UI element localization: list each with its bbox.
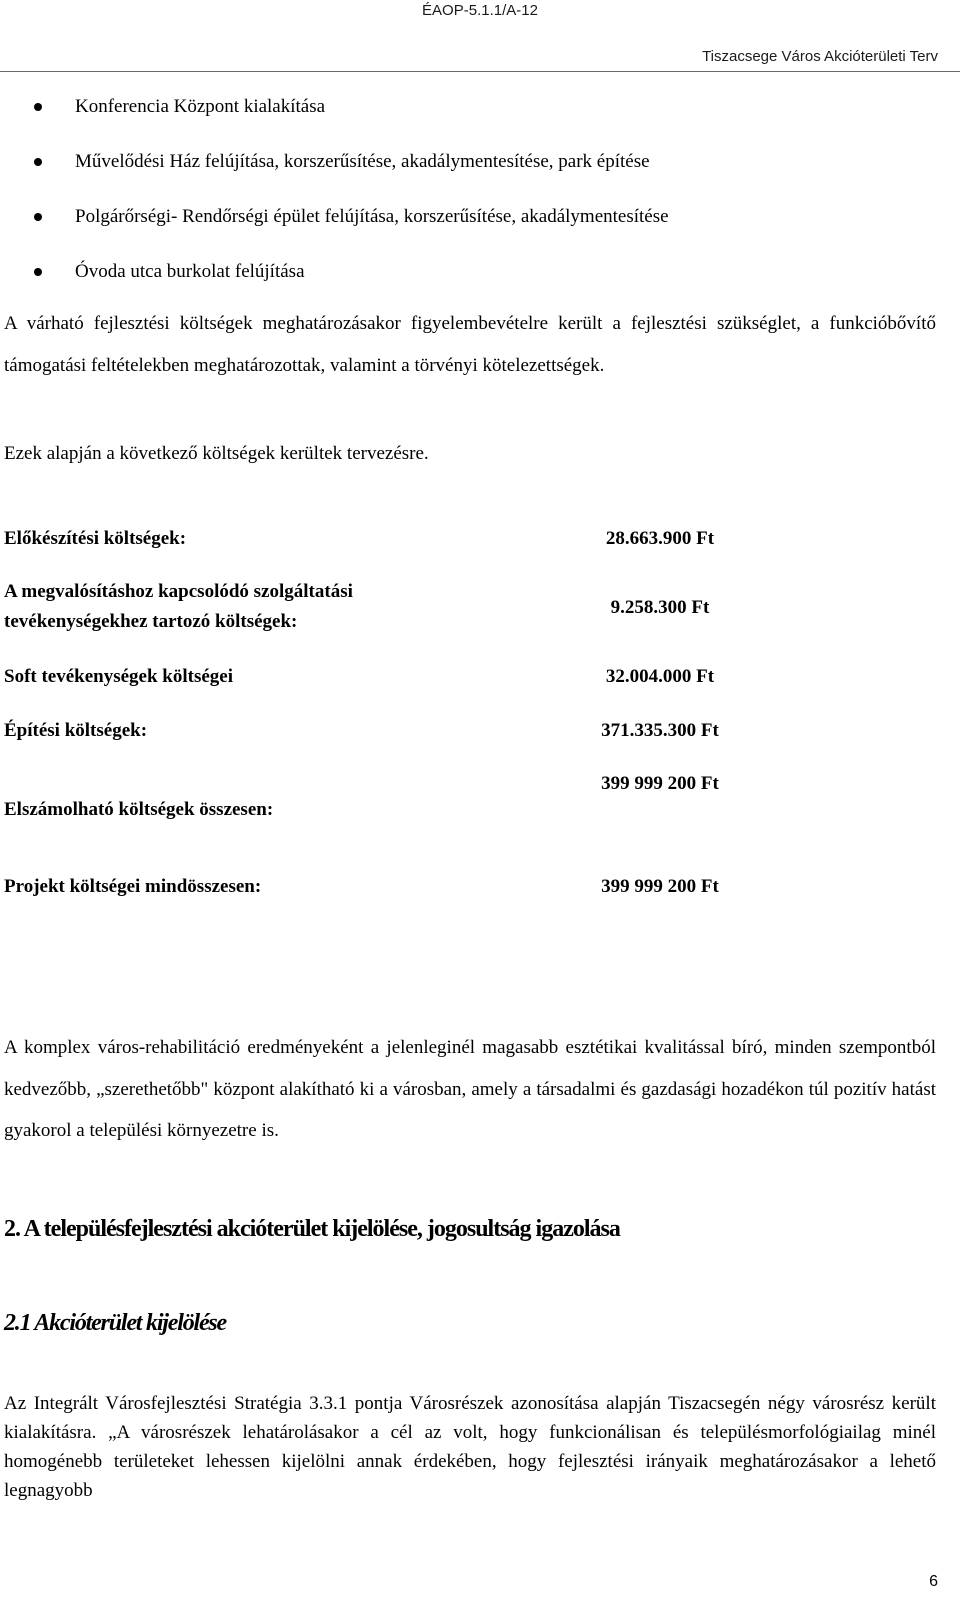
section-heading: 2. A településfejlesztési akcióterület kijelölése, jogosultság igazolása — [4, 1216, 620, 1242]
list-item-text: Konferencia Központ kialakítása — [75, 96, 326, 117]
cost-summary — [4, 513, 804, 913]
list-item — [0, 139, 669, 194]
bullet-icon — [34, 158, 42, 166]
final-paragraph: Az Integrált Városfejlesztési Stratégia 3.3.1 pontja Városrészek azonosítása alapján Tiszacsegén négy városrész került kialakításra. „A városrészek lehatárolásakor a cél az volt, hogy funkcionálisan és településmorfológiailag minél homogénebb területeket lehessen kijelölni annak érdekében, hogy fejlesztési irányaik meghatározásakor a lehető legnagyobb — [4, 1393, 936, 1501]
cost-value-soft: 32.004.000 Ft — [605, 666, 715, 687]
rehab-paragraph: A komplex város-rehabilitáció eredményeként a jelenleginél magasabb esztétikai kvalitással bíró, minden szempontból kedvezőbb, „szerethetőbb" központ alakítható ki a városban, amely a társadalmi és gazdasági hozadékon túl pozitív hatást gyakorol a települési környezetre is. — [4, 1037, 936, 1141]
cost-label-preparation: Előkészítési költségek: — [4, 528, 187, 549]
intro-paragraph: A várható fejlesztési költségek meghatározásakor figyelembevételre került a fejlesztési szükséglet, a funkcióbővítő támogatási feltételekben meghatározottak, valamint a törvényi kötelezettségek. — [4, 313, 936, 376]
list-item-text: Óvoda utca burkolat felújítása — [75, 261, 305, 282]
bullet-icon — [34, 213, 42, 221]
document-code: ÉAOP-5.1.1/A-12 — [422, 2, 538, 19]
header-divider — [0, 71, 960, 72]
list-item — [0, 249, 669, 304]
cost-label-eligible-total: Elszámolható költségek összesen: — [4, 799, 274, 820]
cost-label-construction: Építési költségek: — [4, 720, 148, 741]
list-item-text: Polgárőrségi- Rendőrségi épület felújítása, korszerűsítése, akadálymentesítése — [75, 206, 669, 227]
list-item-text: Művelődési Ház felújítása, korszerűsítése, akadálymentesítése, park építése — [75, 151, 650, 172]
intro-followup: Ezek alapján a következő költségek kerültek tervezésre. — [4, 443, 429, 464]
bullet-icon — [34, 103, 42, 111]
bullet-icon — [34, 268, 42, 276]
cost-label-project-total: Projekt költségei mindösszesen: — [4, 876, 262, 897]
list-item — [0, 84, 669, 139]
cost-value-services: 9.258.300 Ft — [610, 597, 710, 618]
cost-label-services-line2: tevékenységekhez tartozó költségek: — [4, 611, 298, 632]
cost-label-soft: Soft tevékenységek költségei — [4, 666, 234, 687]
document-title: Tiszacsege Város Akcióterületi Terv — [702, 48, 938, 65]
cost-value-preparation: 28.663.900 Ft — [605, 528, 715, 549]
cost-value-project-total: 399 999 200 Ft — [601, 876, 719, 897]
subsection-heading: 2.1 Akcióterület kijelölése — [4, 1310, 227, 1336]
cost-value-eligible-total: 399 999 200 Ft — [601, 773, 719, 794]
list-item — [0, 194, 669, 249]
project-bullet-list — [0, 84, 669, 304]
page-number: 6 — [929, 1573, 938, 1590]
cost-label-services-line1: A megvalósításhoz kapcsolódó szolgáltatási — [4, 581, 353, 602]
cost-value-construction: 371.335.300 Ft — [601, 720, 719, 741]
